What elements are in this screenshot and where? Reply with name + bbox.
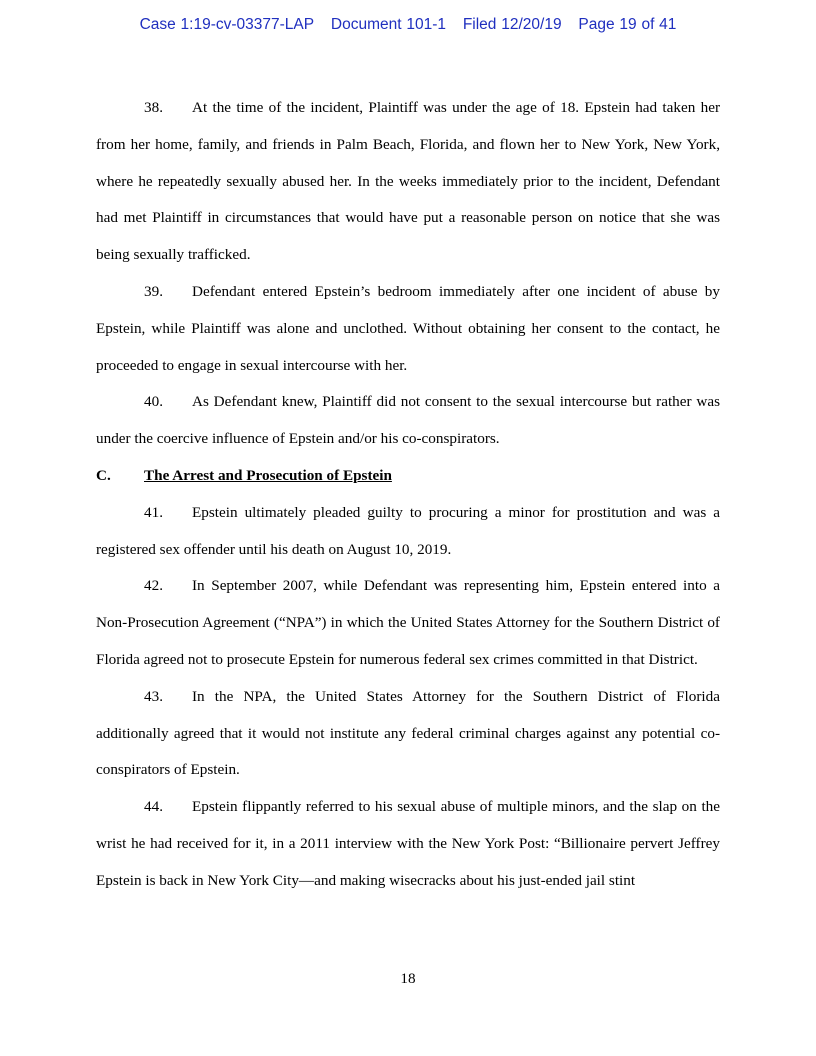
- paragraph-number: 43.: [144, 687, 163, 705]
- paragraph-text: As Defendant knew, Plaintiff did not consent to the sexual intercourse but rather was under the coercive influence of Epstein and/or his co-conspirators.: [96, 393, 720, 448]
- filed-date: Filed 12/20/19: [462, 16, 562, 33]
- paragraph-38: [96, 90, 720, 274]
- page-of-total: Page 19 of 41: [578, 16, 677, 33]
- paragraph-text: In the NPA, the United States Attorney for the Southern District of Florida additionally agreed that it would not institute any federal criminal charges against any potential co-conspirators of Epstein.: [96, 687, 720, 779]
- page-number: 18: [400, 970, 416, 987]
- document-number: Document 101-1: [330, 16, 447, 33]
- paragraph-40: [96, 384, 720, 458]
- paragraph-number: 38.: [144, 99, 163, 116]
- paragraph-44: [96, 789, 720, 899]
- paragraph-text: In September 2007, while Defendant was representing him, Epstein entered into a Non-Prosecution Agreement (“NPA”) in which the United States Attorney for the Southern District of Florida agreed not to prosecute Epstein for numerous federal sex crimes committed in that District.: [96, 577, 720, 668]
- paragraph-text: Defendant entered Epstein’s bedroom immediately after one incident of abuse by Epstein, while Plaintiff was alone and unclothed. Without obtaining her consent to the contact, he proceeded to engage in sexual intercourse with her.: [96, 282, 720, 374]
- paragraph-41: [96, 495, 720, 569]
- section-letter: C.: [96, 466, 111, 484]
- section-title: The Arrest and Prosecution of Epstein: [144, 466, 392, 484]
- paragraph-43: [96, 679, 720, 789]
- case-number: Case 1:19-cv-03377-LAP: [139, 16, 315, 33]
- paragraph-number: 41.: [144, 503, 163, 521]
- case-header: [0, 16, 816, 34]
- document-body: [96, 90, 720, 900]
- section-heading: [96, 458, 720, 495]
- paragraph-text: Epstein flippantly referred to his sexual abuse of multiple minors, and the slap on the wrist he had received for it, in a 2011 interview with the New York Post: “Billionaire pervert Jeffrey Epstein is back in New York City—and making wisecracks about his just-ended jail stint: [96, 798, 720, 889]
- paragraph-42: [96, 568, 720, 678]
- paragraph-number: 44.: [144, 798, 163, 816]
- paragraph-text: At the time of the incident, Plaintiff was under the age of 18. Epstein had taken her from her home, family, and friends in Palm Beach, Florida, and flown her to New York, New York, where he repeatedly sexually abused her. In the weeks immediately prior to the incident, Defendant had met Plaintiff in circumstances that would have put a reasonable person on notice that she was being sexually trafficked.: [96, 99, 720, 264]
- paragraph-39: [96, 274, 720, 384]
- paragraph-number: 40.: [144, 393, 163, 411]
- paragraph-number: 39.: [144, 282, 163, 300]
- paragraph-text: Epstein ultimately pleaded guilty to procuring a minor for prostitution and was a registered sex offender until his death on August 10, 2019.: [96, 503, 720, 558]
- paragraph-number: 42.: [144, 577, 163, 595]
